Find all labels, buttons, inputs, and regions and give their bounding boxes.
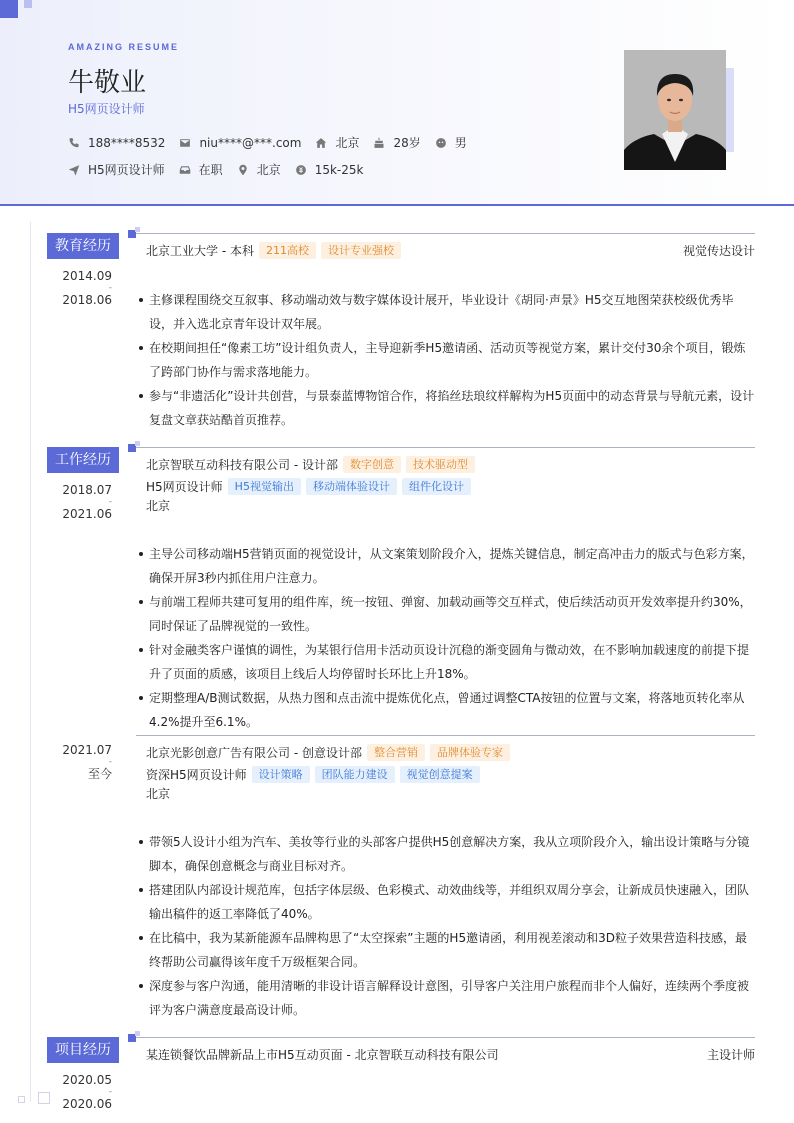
timeline-line (30, 222, 31, 1102)
role-tag: 团队能力建设 (315, 766, 395, 783)
location-pin-icon (237, 164, 249, 176)
section-title-work: 工作经历 (47, 447, 119, 473)
resume-tagline: AMAZING RESUME (68, 42, 179, 52)
project-name: 某连锁餐饮品牌新品上市H5互动页面 - 北京智联互动科技有限公司 (146, 1048, 499, 1062)
project-entry-header (146, 1046, 755, 1063)
school-degree: 北京工业大学 - 本科 (146, 244, 254, 258)
send-icon (68, 164, 80, 176)
phone-icon (68, 137, 80, 149)
company-tag: 整合营销 (367, 744, 425, 761)
inbox-icon (179, 164, 191, 176)
school-tag: 设计专业强校 (321, 242, 401, 259)
target-city-text: 北京 (256, 163, 281, 177)
date-separator: - (108, 757, 112, 767)
bullet-item: 与前端工程师共建可复用的组件库，统一按钮、弹窗、加载动画等交互样式，使后续活动页开发效率提升约30%，同时保证了品牌视觉的一致性。 (136, 590, 755, 638)
major: 视觉传达设计 (682, 244, 755, 258)
candidate-photo (624, 50, 726, 170)
cake-icon (373, 137, 385, 149)
work-dates (50, 483, 112, 521)
bullet-item: 搭建团队内部设计规范库，包括字体层级、色彩模式、动效曲线等，并组织双周分享会，让新成员快速融入，团队输出稿件的返工率降低了40%。 (136, 878, 755, 926)
home-icon (315, 137, 327, 149)
email-text: niu****@***.com (199, 135, 302, 150)
info-target-role (68, 161, 165, 178)
date-separator: - (108, 1087, 112, 1097)
info-gender (435, 134, 467, 151)
job-role: H5网页设计师 (146, 480, 223, 494)
footer-decoration (38, 1092, 50, 1104)
school-tag: 211高校 (259, 242, 316, 259)
section-title-projects: 项目经历 (47, 1037, 119, 1063)
info-age (373, 134, 420, 151)
section-marker-small (135, 227, 140, 232)
work-location: 北京 (146, 499, 171, 513)
role-tag: 组件化设计 (402, 478, 471, 495)
education-dates (50, 269, 112, 307)
date-start: 2021.07 (62, 743, 112, 757)
age-text: 28岁 (393, 136, 421, 150)
company-department: 北京光影创意广告有限公司 - 创意设计部 (146, 746, 362, 760)
section-marker-small (135, 1031, 140, 1036)
date-start: 2020.05 (62, 1073, 112, 1087)
info-city (315, 134, 359, 151)
role-tag: 设计策略 (252, 766, 310, 783)
info-phone (68, 136, 165, 150)
bullet-item: 在比稿中，我为某新能源车品牌构思了“太空探索”主题的H5邀请函，利用视差滚动和3D粒子效果营造科技感，最终帮助公司赢得该年度千万级框架合同。 (136, 926, 755, 974)
company-tag: 数字创意 (343, 456, 401, 473)
section-divider (136, 1037, 755, 1038)
gender-text: 男 (454, 136, 467, 150)
date-end: 至今 (87, 767, 112, 781)
job-role: 资深H5网页设计师 (146, 768, 247, 782)
date-end: 2018.06 (62, 293, 112, 307)
bullet-item: 主修课程围绕交互叙事、移动端动效与数字媒体设计展开，毕业设计《胡同·声景》H5交互地图荣获校级优秀毕设，并入选北京青年设计双年展。 (136, 288, 755, 336)
company-department: 北京智联互动科技有限公司 - 设计部 (146, 458, 338, 472)
date-end: 2020.06 (62, 1097, 112, 1111)
section-marker-small (135, 441, 140, 446)
job-info-row (68, 161, 377, 178)
city-text: 北京 (335, 136, 360, 150)
status-text: 在职 (198, 163, 223, 177)
role-tag: 视觉创意提案 (400, 766, 480, 783)
work-dates (50, 743, 112, 781)
info-status (179, 161, 223, 178)
bullet-item: 参与“非遗活化”设计共创营，与景泰蓝博物馆合作，将掐丝珐琅纹样解构为H5页面中的动态背景与导航元素，设计复盘文章获站酷首页推荐。 (136, 384, 755, 432)
project-dates (50, 1073, 112, 1111)
work-entry-header (146, 456, 755, 473)
date-start: 2018.07 (62, 483, 112, 497)
phone-text: 188****8532 (88, 135, 166, 150)
portrait-illustration (624, 50, 726, 170)
salary-text: 15k-25k (314, 162, 364, 177)
info-email (179, 136, 301, 150)
section-divider (136, 447, 755, 448)
work-role-line (146, 478, 471, 495)
bullet-item: 定期整理A/B测试数据，从热力图和点击流中提炼优化点，曾通过调整CTA按钮的位置与文案，将落地页转化率从4.2%提升至6.1%。 (136, 686, 755, 734)
work-bullets (136, 830, 755, 1022)
bullet-item: 针对金融类客户谨慎的调性，为某银行信用卡活动页设计沉稳的渐变圆角与微动效，在不影响加载速度的前提下提升了页面的质感，该项目上线后人均停留时长环比上升18%。 (136, 638, 755, 686)
entry-divider (136, 735, 755, 736)
salary-icon (295, 164, 307, 176)
date-separator: - (108, 283, 112, 293)
work-entry-header (146, 744, 755, 761)
info-salary (295, 163, 364, 177)
candidate-name: 牛敬业 (68, 68, 147, 98)
company-tag: 技术驱动型 (406, 456, 475, 473)
date-start: 2014.09 (62, 269, 112, 283)
role-tag: 移动端体验设计 (306, 478, 397, 495)
section-title-education: 教育经历 (47, 233, 119, 259)
role-tag: H5视觉输出 (228, 478, 301, 495)
resume-header (0, 0, 794, 206)
education-entry-header (146, 242, 755, 259)
contact-info-row (68, 134, 481, 151)
target-role-text: H5网页设计师 (88, 163, 165, 177)
footer-decoration (18, 1096, 25, 1103)
work-bullets (136, 542, 755, 734)
info-target-city (237, 161, 281, 178)
work-location: 北京 (146, 787, 171, 801)
project-role: 主设计师 (706, 1048, 755, 1062)
mail-icon (179, 137, 191, 149)
date-separator: - (108, 497, 112, 507)
bullet-item: 主导公司移动端H5营销页面的视觉设计，从文案策划阶段介入，提炼关键信息，制定高冲击力的版式与色彩方案，确保开屏3秒内抓住用户注意力。 (136, 542, 755, 590)
corner-decoration (0, 0, 18, 18)
date-end: 2021.06 (62, 507, 112, 521)
company-tag: 品牌体验专家 (430, 744, 510, 761)
corner-decoration-small (24, 0, 32, 8)
candidate-title: H5网页设计师 (68, 102, 145, 116)
gender-icon (435, 137, 447, 149)
bullet-item: 在校期间担任“像素工坊”设计组负责人，主导迎新季H5邀请函、活动页等视觉方案，累计交付30余个项目，锻炼了跨部门协作与需求落地能力。 (136, 336, 755, 384)
bullet-item: 深度参与客户沟通，能用清晰的非设计语言解释设计意图，引导客户关注用户旅程而非个人偏好，连续两个季度被评为客户满意度最高设计师。 (136, 974, 755, 1022)
work-role-line (146, 766, 480, 783)
education-bullets (136, 288, 755, 432)
section-divider (136, 233, 755, 234)
bullet-item: 带领5人设计小组为汽车、美妆等行业的头部客户提供H5创意解决方案，我从立项阶段介入，输出设计策略与分镜脚本，确保创意概念与商业目标对齐。 (136, 830, 755, 878)
